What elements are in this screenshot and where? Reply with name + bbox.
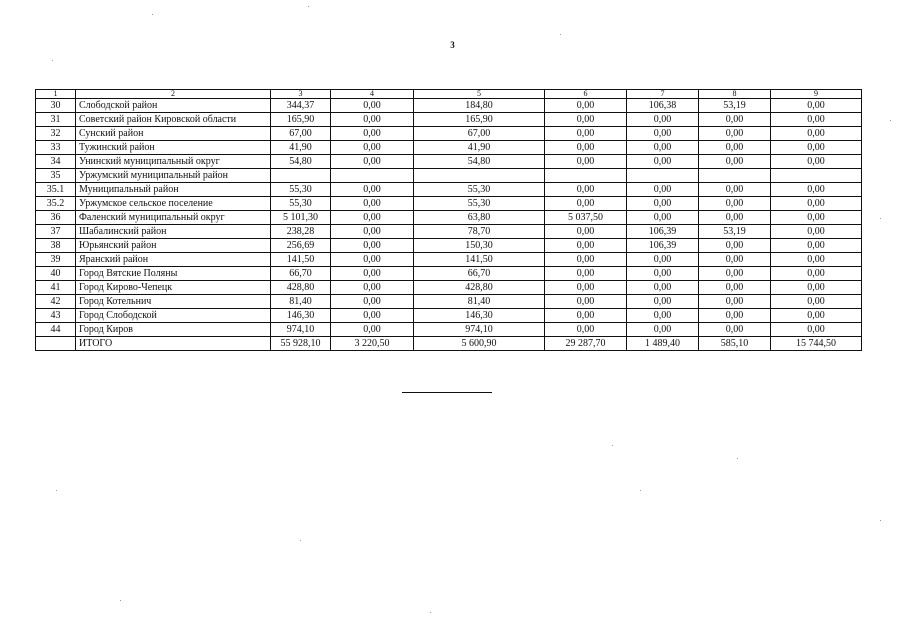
column-header-2: 2 [76,90,271,99]
value-cell-col-7: 106,38 [627,99,699,113]
value-cell-col-4: 0,00 [331,323,414,337]
table-row [36,113,862,127]
column-header-1: 1 [36,90,76,99]
value-cell-col-9: 0,00 [771,267,862,281]
territory-name-cell: Тужинский район [76,141,271,155]
value-cell-col-3: 54,80 [271,155,331,169]
value-cell-col-9: 0,00 [771,155,862,169]
territory-name-cell: Яранский район [76,253,271,267]
row-index-cell: 41 [36,281,76,295]
table-row [36,295,862,309]
value-cell-col-9: 0,00 [771,225,862,239]
row-index-cell: 35 [36,169,76,183]
value-cell-col-3: 165,90 [271,113,331,127]
territory-name-cell: Уржумское сельское поселение [76,197,271,211]
table-row [36,239,862,253]
value-cell-col-8: 0,00 [699,155,771,169]
value-cell-col-6 [545,169,627,183]
row-index-cell: 37 [36,225,76,239]
row-index-cell: 32 [36,127,76,141]
value-cell-col-9: 0,00 [771,253,862,267]
value-cell-col-8 [699,169,771,183]
value-cell-col-4: 0,00 [331,141,414,155]
value-cell-col-5: 165,90 [414,113,545,127]
row-index-cell: 39 [36,253,76,267]
value-cell-col-8: 0,00 [699,183,771,197]
table-row [36,155,862,169]
value-cell-col-9 [771,169,862,183]
table-row [36,197,862,211]
value-cell-col-4: 0,00 [331,99,414,113]
value-cell-col-7: 0,00 [627,127,699,141]
value-cell-col-9: 0,00 [771,99,862,113]
value-cell-col-5: 63,80 [414,211,545,225]
value-cell-col-5: 974,10 [414,323,545,337]
value-cell-col-3: 141,50 [271,253,331,267]
value-cell-col-3: 256,69 [271,239,331,253]
table-row [36,183,862,197]
column-header-6: 6 [545,90,627,99]
value-cell-col-3: 55,30 [271,197,331,211]
value-cell-col-9: 0,00 [771,323,862,337]
value-cell-col-7: 0,00 [627,197,699,211]
column-header-3: 3 [271,90,331,99]
territory-name-cell: Муниципальный район [76,183,271,197]
value-cell-col-9: 0,00 [771,197,862,211]
value-cell-col-5: 41,90 [414,141,545,155]
table-row [36,211,862,225]
value-cell-col-7: 0,00 [627,309,699,323]
value-cell-col-8: 0,00 [699,141,771,155]
value-cell-col-9: 0,00 [771,183,862,197]
value-cell-col-9: 0,00 [771,113,862,127]
value-cell-col-6: 0,00 [545,295,627,309]
value-cell-col-8: 53,19 [699,99,771,113]
row-index-cell: 38 [36,239,76,253]
page-number: 3 [450,40,455,50]
value-cell-col-6: 0,00 [545,267,627,281]
value-cell-col-6: 0,00 [545,99,627,113]
value-cell-col-3: 41,90 [271,141,331,155]
row-index-cell: 36 [36,211,76,225]
value-cell-col-6: 0,00 [545,323,627,337]
value-cell-col-5: 78,70 [414,225,545,239]
value-cell-col-6: 0,00 [545,309,627,323]
value-cell-col-5: 55,30 [414,197,545,211]
row-index-cell [36,337,76,351]
row-index-cell: 30 [36,99,76,113]
territory-name-cell: Унинский муниципальный округ [76,155,271,169]
value-cell-col-4: 0,00 [331,113,414,127]
value-cell-col-8: 0,00 [699,281,771,295]
value-cell-col-9: 15 744,50 [771,337,862,351]
row-index-cell: 40 [36,267,76,281]
row-index-cell: 44 [36,323,76,337]
table-row [36,141,862,155]
value-cell-col-3: 5 101,30 [271,211,331,225]
table-row [36,323,862,337]
column-header-4: 4 [331,90,414,99]
value-cell-col-7: 0,00 [627,323,699,337]
territory-name-cell: Шабалинский район [76,225,271,239]
column-header-8: 8 [699,90,771,99]
value-cell-col-4: 0,00 [331,225,414,239]
value-cell-col-6: 0,00 [545,183,627,197]
territory-name-cell: Советский район Кировской области [76,113,271,127]
value-cell-col-9: 0,00 [771,239,862,253]
territory-name-cell: Город Кирово-Чепецк [76,281,271,295]
value-cell-col-3: 344,37 [271,99,331,113]
budget-table [35,89,862,351]
value-cell-col-4: 0,00 [331,239,414,253]
territory-name-cell: ИТОГО [76,337,271,351]
value-cell-col-8: 0,00 [699,267,771,281]
value-cell-col-5: 184,80 [414,99,545,113]
row-index-cell: 33 [36,141,76,155]
table-row [36,253,862,267]
row-index-cell: 35.2 [36,197,76,211]
value-cell-col-4: 0,00 [331,295,414,309]
value-cell-col-8: 0,00 [699,323,771,337]
table-row [36,225,862,239]
value-cell-col-8: 0,00 [699,113,771,127]
value-cell-col-5: 67,00 [414,127,545,141]
value-cell-col-6: 5 037,50 [545,211,627,225]
value-cell-col-6: 0,00 [545,253,627,267]
table-row [36,281,862,295]
value-cell-col-7 [627,169,699,183]
value-cell-col-4: 0,00 [331,127,414,141]
row-index-cell: 35.1 [36,183,76,197]
territory-name-cell: Юрьянский район [76,239,271,253]
value-cell-col-6: 0,00 [545,127,627,141]
value-cell-col-3 [271,169,331,183]
value-cell-col-3: 974,10 [271,323,331,337]
value-cell-col-6: 0,00 [545,197,627,211]
value-cell-col-6: 0,00 [545,155,627,169]
value-cell-col-7: 0,00 [627,253,699,267]
value-cell-col-6: 29 287,70 [545,337,627,351]
value-cell-col-3: 55 928,10 [271,337,331,351]
value-cell-col-4 [331,169,414,183]
value-cell-col-8: 0,00 [699,239,771,253]
value-cell-col-5: 146,30 [414,309,545,323]
value-cell-col-5: 5 600,90 [414,337,545,351]
value-cell-col-7: 0,00 [627,183,699,197]
table-row [36,99,862,113]
value-cell-col-6: 0,00 [545,225,627,239]
value-cell-col-5: 66,70 [414,267,545,281]
value-cell-col-4: 0,00 [331,281,414,295]
value-cell-col-8: 0,00 [699,253,771,267]
value-cell-col-9: 0,00 [771,295,862,309]
column-header-9: 9 [771,90,862,99]
value-cell-col-9: 0,00 [771,127,862,141]
value-cell-col-7: 0,00 [627,295,699,309]
value-cell-col-5: 54,80 [414,155,545,169]
value-cell-col-7: 1 489,40 [627,337,699,351]
table-row [36,267,862,281]
value-cell-col-4: 0,00 [331,267,414,281]
value-cell-col-4: 0,00 [331,309,414,323]
value-cell-col-6: 0,00 [545,113,627,127]
value-cell-col-5: 81,40 [414,295,545,309]
value-cell-col-4: 0,00 [331,183,414,197]
territory-name-cell: Город Вятские Поляны [76,267,271,281]
value-cell-col-6: 0,00 [545,141,627,155]
value-cell-col-7: 106,39 [627,239,699,253]
header-row [36,90,862,99]
row-index-cell: 43 [36,309,76,323]
value-cell-col-9: 0,00 [771,309,862,323]
territory-name-cell: Фаленский муниципальный округ [76,211,271,225]
value-cell-col-3: 55,30 [271,183,331,197]
value-cell-col-9: 0,00 [771,141,862,155]
value-cell-col-7: 106,39 [627,225,699,239]
value-cell-col-5: 150,30 [414,239,545,253]
value-cell-col-3: 146,30 [271,309,331,323]
value-cell-col-3: 238,28 [271,225,331,239]
value-cell-col-3: 67,00 [271,127,331,141]
table-row [36,169,862,183]
value-cell-col-3: 428,80 [271,281,331,295]
value-cell-col-8: 0,00 [699,309,771,323]
value-cell-col-7: 0,00 [627,155,699,169]
value-cell-col-5: 55,30 [414,183,545,197]
value-cell-col-7: 0,00 [627,267,699,281]
territory-name-cell: Уржумский муниципальный район [76,169,271,183]
value-cell-col-5: 141,50 [414,253,545,267]
value-cell-col-7: 0,00 [627,141,699,155]
value-cell-col-4: 0,00 [331,253,414,267]
column-header-5: 5 [414,90,545,99]
row-index-cell: 34 [36,155,76,169]
territory-name-cell: Город Киров [76,323,271,337]
value-cell-col-9: 0,00 [771,211,862,225]
table-row [36,127,862,141]
value-cell-col-6: 0,00 [545,239,627,253]
value-cell-col-8: 0,00 [699,295,771,309]
value-cell-col-8: 585,10 [699,337,771,351]
value-cell-col-7: 0,00 [627,211,699,225]
territory-name-cell: Город Котельнич [76,295,271,309]
value-cell-col-5 [414,169,545,183]
value-cell-col-8: 0,00 [699,197,771,211]
value-cell-col-4: 0,00 [331,197,414,211]
territory-name-cell: Слободской район [76,99,271,113]
value-cell-col-4: 0,00 [331,211,414,225]
table-row [36,309,862,323]
value-cell-col-9: 0,00 [771,281,862,295]
end-divider [402,392,492,393]
value-cell-col-7: 0,00 [627,113,699,127]
territory-name-cell: Сунский район [76,127,271,141]
value-cell-col-3: 66,70 [271,267,331,281]
value-cell-col-8: 0,00 [699,127,771,141]
value-cell-col-4: 0,00 [331,155,414,169]
value-cell-col-8: 53,19 [699,225,771,239]
row-index-cell: 42 [36,295,76,309]
value-cell-col-4: 3 220,50 [331,337,414,351]
value-cell-col-6: 0,00 [545,281,627,295]
total-row [36,337,862,351]
territory-name-cell: Город Слободской [76,309,271,323]
value-cell-col-3: 81,40 [271,295,331,309]
value-cell-col-8: 0,00 [699,211,771,225]
value-cell-col-7: 0,00 [627,281,699,295]
column-header-7: 7 [627,90,699,99]
row-index-cell: 31 [36,113,76,127]
value-cell-col-5: 428,80 [414,281,545,295]
